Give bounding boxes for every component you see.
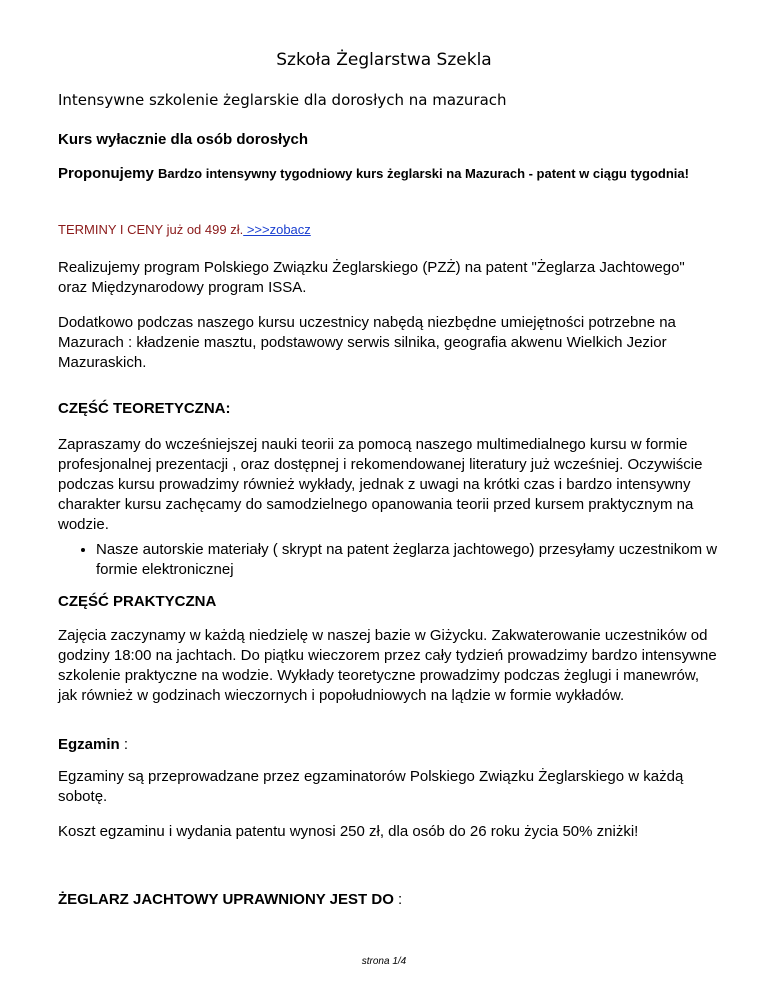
rights-heading: ŻEGLARZ JACHTOWY UPRAWNIONY JEST DO: [58, 891, 394, 908]
page-number-footer: strona 1/4: [361, 956, 407, 967]
page-title: Szkoła Żeglarstwa Szekla: [276, 50, 492, 70]
adults-only-heading: Kurs wyłacznie dla osób dorosłych: [58, 131, 309, 148]
intro-paragraph-1: Realizujemy program Polskiego Związku Żeglarskiego (PZŻ) na patent "Żeglarza Jachtowego" oraz Międzynarodowy program ISSA.: [58, 259, 685, 296]
proposal-text: Bardzo intensywny tygodniowy kurs żeglarski na Mazurach - patent w ciągu tygodnia!: [158, 166, 689, 181]
subtitle: Intensywne szkolenie żeglarskie dla dorosłych na mazurach: [58, 91, 507, 109]
list-item: • Nasze autorskie materiały ( skrypt na patent żeglarza jachtowego) przesyłamy uczestnikom w formie elektronicznej: [96, 540, 736, 580]
theory-paragraph: Zapraszamy do wcześniejszej nauki teorii za pomocą naszego multimedialnego kursu w formie profesjonalnej prezentacji , oraz dostępnej i rekomendowanej literatury już wcześniej. Oczywiście podczas kursu prowadzimy również wykłady, jednak z uwagi na krótki czas i bardzo intensywny charakter kursu zachęcamy do samodzielnego opanowania teorii przed kursem praktycznym na wodzie.: [58, 436, 703, 533]
exam-heading: Egzamin: [58, 736, 120, 753]
see-prices-link[interactable]: >>>zobacz: [243, 222, 311, 237]
exam-paragraph-2: Koszt egzaminu i wydania patentu wynosi 250 zł, dla osób do 26 roku życia 50% zniżki!: [58, 823, 639, 840]
theory-bullet-list: [58, 540, 736, 580]
theory-heading: CZĘŚĆ TEORETYCZNA:: [58, 400, 231, 417]
proposal-line: [58, 164, 718, 184]
exam-heading-suffix: :: [119, 736, 129, 753]
rights-heading-suffix: :: [393, 891, 403, 908]
prices-line: [58, 220, 718, 240]
exam-paragraph-1: Egzaminy są przeprowadzane przez egzaminatorów Polskiego Związku Żeglarskiego w każdą sobotę.: [58, 768, 684, 805]
exam-heading-line: [58, 735, 718, 755]
practice-heading: CZĘŚĆ PRAKTYCZNA: [58, 593, 217, 610]
prices-text: TERMINY I CENY już od 499 zł.: [58, 222, 244, 237]
proposal-lead: Proponujemy: [58, 165, 154, 182]
rights-heading-line: [58, 890, 718, 910]
intro-paragraph-2: Dodatkowo podczas naszego kursu uczestnicy nabędą niezbędne umiejętności potrzebne na Mazurach : kładzenie masztu, podstawowy serwis silnika, geografia akwenu Wielkich Jezior Mazuraskich.: [58, 314, 676, 371]
practice-paragraph: Zajęcia zaczynamy w każdą niedzielę w naszej bazie w Giżycku. Zakwaterowanie uczestników od godziny 18:00 na jachtach. Do piątku wieczorem przez cały tydzień prowadzimy bardzo intensywne szkolenie praktyczne na wodzie. Wykłady teoretyczne prowadzimy podczas żeglugi i manewrów, jak również w godzinach wieczornych i popołudniowych na lądzie w formie wykładów.: [58, 627, 717, 704]
